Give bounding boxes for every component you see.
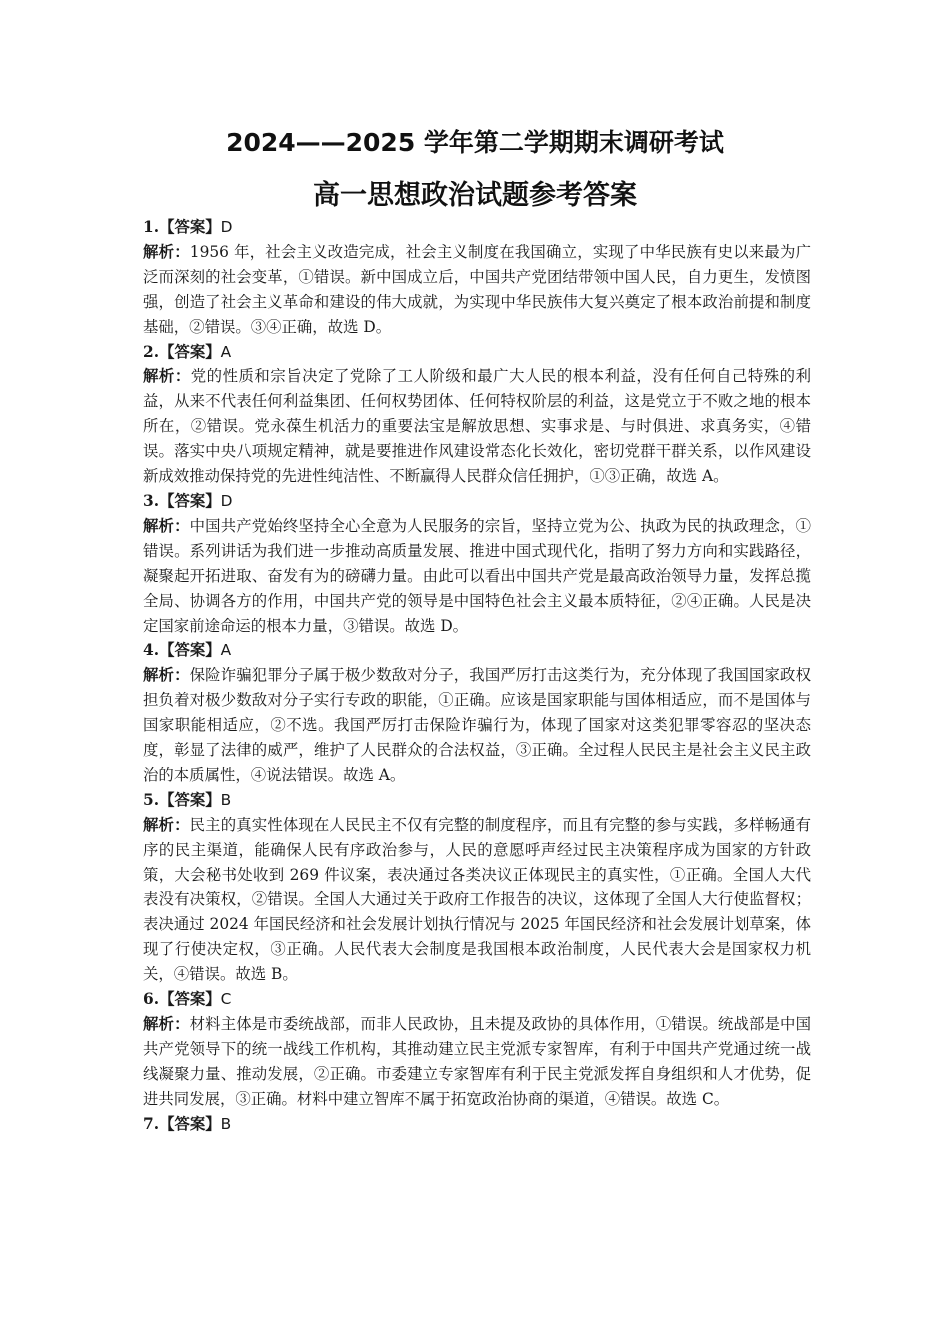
explanation-text: 1956 年，社会主义改造完成，社会主义制度在我国确立，实现了中华民族有史以来最为广泛而深刻的社会变革，①错误。新中国成立后，中国共产党团结带领中国人民，自力更生，发愤图强，创造了社会主义革命和建设的伟大成就，为实现中华民族伟大复兴奠定了根本政治前提和制度基础，②错误。③④正确，故选 D。 (143, 242, 811, 336)
answer-line (143, 638, 811, 663)
answer-line (143, 788, 811, 813)
explanation-text: 保险诈骗犯罪分子属于极少数敌对分子，我国严厉打击这类行为，充分体现了我国国家政权担负着对极少数敌对分子实行专政的职能，①正确。应该是国家职能与国体相适应，而不是国体与国家职能相适应，②不选。我国严厉打击保险诈骗行为，体现了国家对这类犯罪零容忍的坚决态度，彰显了法律的威严，维护了人民群众的合法权益，③正确。全过程人民民主是社会主义民主政治的本质属性，④说法错误。故选 A。 (143, 666, 811, 784)
question-number: 6. (143, 990, 160, 1009)
answer-value: B (220, 1114, 232, 1133)
question-number: 3. (143, 491, 160, 510)
answer-line (143, 987, 811, 1012)
question-number: 2. (143, 342, 160, 361)
explanation-label: 解析： (143, 242, 190, 261)
explanation-label: 解析： (143, 1015, 190, 1033)
answer-label: 【答案】 (159, 990, 221, 1009)
answer-label: 【答案】 (159, 491, 221, 510)
answer-list (143, 215, 811, 1137)
answer-line (143, 489, 811, 514)
question-number: 7. (143, 1114, 160, 1133)
explanation-label: 解析： (143, 367, 191, 386)
explanation (143, 663, 811, 788)
answer-value: A (220, 342, 232, 361)
explanation (143, 514, 811, 639)
question-item (143, 638, 811, 787)
explanation (143, 240, 811, 340)
question-item (143, 489, 811, 638)
question-number: 5. (143, 790, 160, 809)
answer-line (143, 1112, 811, 1137)
question-item (143, 340, 811, 489)
answer-value: D (220, 218, 233, 236)
answer-line (143, 215, 811, 240)
explanation-text: 党的性质和宗旨决定了党除了工人阶级和最广大人民的根本利益，没有任何自己特殊的利益，从来不代表任何利益集团、任何权势团体、任何特权阶层的利益，这是党立于不败之地的根本所在，②错误。党永葆生机活力的重要法宝是解放思想、实事求是、与时俱进、求真务实，④错误。落实中央八项规定精神，就是要推进作风建设常态化长效化，密切党群干群关系，以作风建设新成效推动保持党的先进性纯洁性、不断赢得人民群众信任拥护，①③正确，故选 A。 (143, 367, 811, 486)
answer-label: 【答案】 (159, 342, 221, 361)
explanation (143, 364, 811, 489)
answer-label: 【答案】 (159, 1114, 221, 1133)
explanation-text: 民主的真实性体现在人民民主不仅有完整的制度程序，而且有完整的参与实践，多样畅通有序的民主渠道，能确保人民有序政治参与，人民的意愿呼声经过民主决策程序成为国家的方针政策，大会秘书处收到 269 件议案，表决通过各类决议正体现民主的真实性，①正确。全国人大代表没有决策权，②错误。全国人大通过关于政府工作报告的决议，这体现了全国人大行使监督权；表决通过 2024 年国民经济和社会发展计划执行情况与 2025 年国民经济和社会发展计划草案，体现了行使决定权，③正确。人民代表大会制度是我国根本政治制度，人民代表大会是国家权力机关，④错误。故选 B。 (143, 815, 811, 984)
question-number: 4. (143, 641, 160, 660)
explanation-text: 材料主体是市委统战部，而非人民政协，且未提及政协的具体作用，①错误。统战部是中国共产党领导下的统一战线工作机构，其推动建立民主党派专家智库，有利于中国共产党通过统一战线凝聚力量、推动发展，②正确。市委建立专家智库有利于民主党派发挥自身组织和人才优势，促进共同发展，③正确。材料中建立智库不属于拓宽政治协商的渠道，④错误。故选 C。 (143, 1015, 811, 1108)
answer-label: 【答案】 (159, 218, 221, 236)
question-item (143, 788, 811, 987)
explanation (143, 813, 811, 987)
answer-value: B (220, 790, 232, 809)
question-item (143, 1112, 811, 1137)
explanation (143, 1012, 811, 1112)
explanation-label: 解析： (143, 516, 190, 535)
explanation-label: 解析： (143, 815, 190, 834)
question-item (143, 215, 811, 340)
answer-value: A (220, 641, 232, 660)
answer-label: 【答案】 (159, 641, 221, 660)
answer-value: C (220, 990, 232, 1009)
explanation-label: 解析： (143, 666, 190, 685)
question-number: 1. (143, 218, 160, 236)
exam-subtitle: 高一思想政治试题参考答案 (313, 180, 637, 211)
answer-label: 【答案】 (159, 790, 221, 809)
answer-value: D (220, 491, 233, 510)
explanation-text: 中国共产党始终坚持全心全意为人民服务的宗旨，坚持立党为公、执政为民的执政理念，①错误。系列讲话为我们进一步推动高质量发展、推进中国式现代化，指明了努力方向和实践路径，凝聚起开拓进取、奋发有为的磅礴力量。由此可以看出中国共产党是最高政治领导力量，发挥总揽全局、协调各方的作用，中国共产党的领导是中国特色社会主义最本质特征，②④正确。人民是决定国家前途命运的根本力量，③错误。故选 D。 (143, 516, 811, 635)
question-item (143, 987, 811, 1112)
exam-title: 2024——2025 学年第二学期期末调研考试 (226, 128, 724, 157)
answer-line (143, 340, 811, 365)
